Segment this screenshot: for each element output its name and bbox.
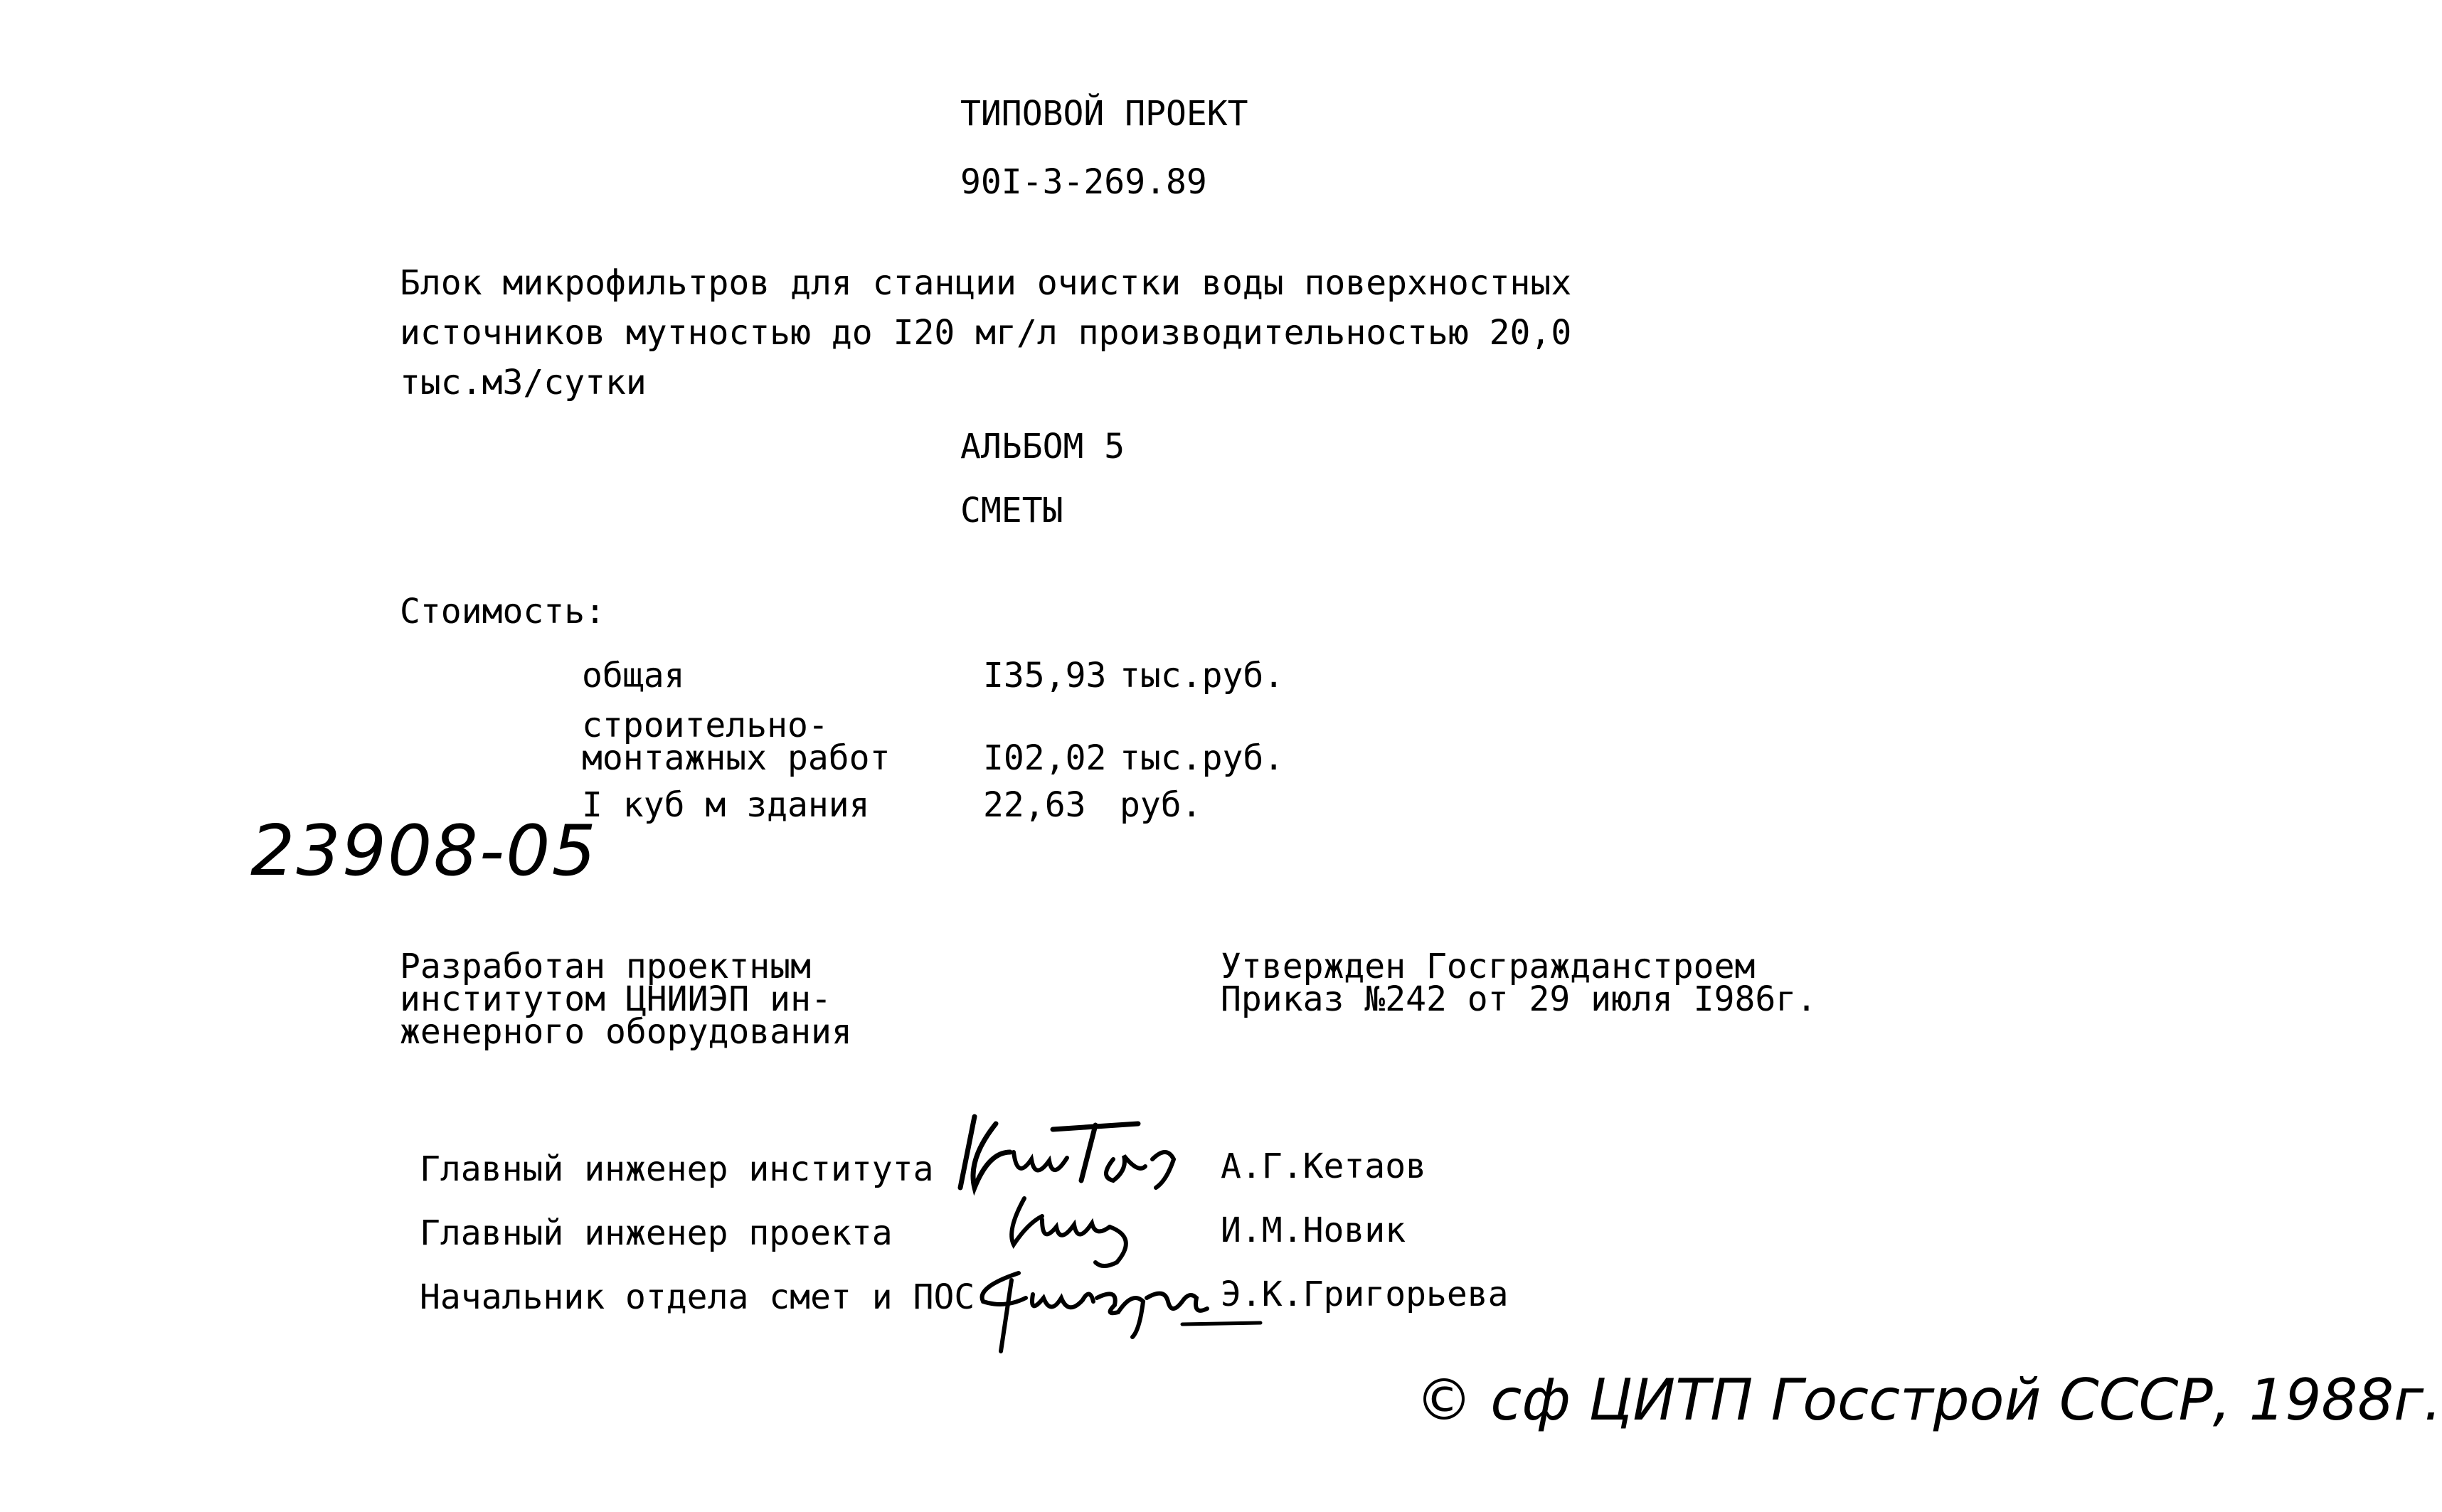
signature-grigoryeva-handwritten bbox=[969, 1259, 1268, 1365]
cost-row-total-label: общая bbox=[582, 656, 685, 696]
copyright-notice: © сф ЦИТП Госстрой СССР, 1988г. bbox=[1416, 1367, 2442, 1433]
cost-row-total-unit: тыс.руб. bbox=[1120, 656, 1285, 696]
signature-role-chief-engineer-project: Главный инженер проекта bbox=[420, 1213, 893, 1253]
cost-row-construction-label-1: строительно- bbox=[582, 706, 829, 745]
description-line-3: тыс.м3/сутки bbox=[400, 363, 647, 403]
cost-row-volume-value: 22,63 bbox=[983, 785, 1086, 825]
album-label: АЛЬБОМ 5 bbox=[960, 427, 1125, 467]
cost-row-construction-value: I02,02 bbox=[983, 738, 1107, 778]
cost-row-volume-unit: руб. bbox=[1120, 785, 1202, 825]
approval-line-2: Приказ №242 от 29 июля I986г. bbox=[1221, 979, 1817, 1019]
album-subtitle: СМЕТЫ bbox=[960, 491, 1063, 531]
signature-role-chief-engineer-institute: Главный инженер института bbox=[420, 1149, 934, 1189]
developer-line-2: институтом ЦНИИЭП ин- bbox=[400, 979, 832, 1019]
developer-line-3: женерного оборудования bbox=[400, 1012, 852, 1052]
cost-row-construction-label-2: монтажных работ bbox=[582, 738, 891, 778]
handwritten-code: 23908-05 bbox=[250, 811, 598, 892]
page-title: ТИПОВОЙ ПРОЕКТ bbox=[960, 94, 1248, 134]
cost-row-volume-label: I куб м здания bbox=[582, 785, 870, 825]
cost-heading: Стоимость: bbox=[400, 592, 605, 632]
cost-row-construction-unit: тыс.руб. bbox=[1120, 738, 1285, 778]
signature-name-novik: И.М.Новик bbox=[1221, 1210, 1406, 1250]
signature-role-head-estimates: Начальник отдела смет и ПОС bbox=[420, 1277, 975, 1317]
developer-line-1: Разработан проектным bbox=[400, 947, 811, 986]
cost-row-total-value: I35,93 bbox=[983, 656, 1107, 696]
approval-line-1: Утвержден Госгражданстроем bbox=[1221, 947, 1756, 986]
project-number: 90I-3-269.89 bbox=[960, 162, 1207, 202]
signature-name-grigoryeva: Э.К.Григорьева bbox=[1221, 1274, 1509, 1314]
signature-name-ketaov: А.Г.Кетаов bbox=[1221, 1146, 1426, 1186]
description-line-1: Блок микрофильтров для станции очистки воды поверхностных bbox=[400, 263, 1572, 303]
description-line-2: источников мутностью до I20 мг/л производительностью 20,0 bbox=[400, 313, 1572, 353]
